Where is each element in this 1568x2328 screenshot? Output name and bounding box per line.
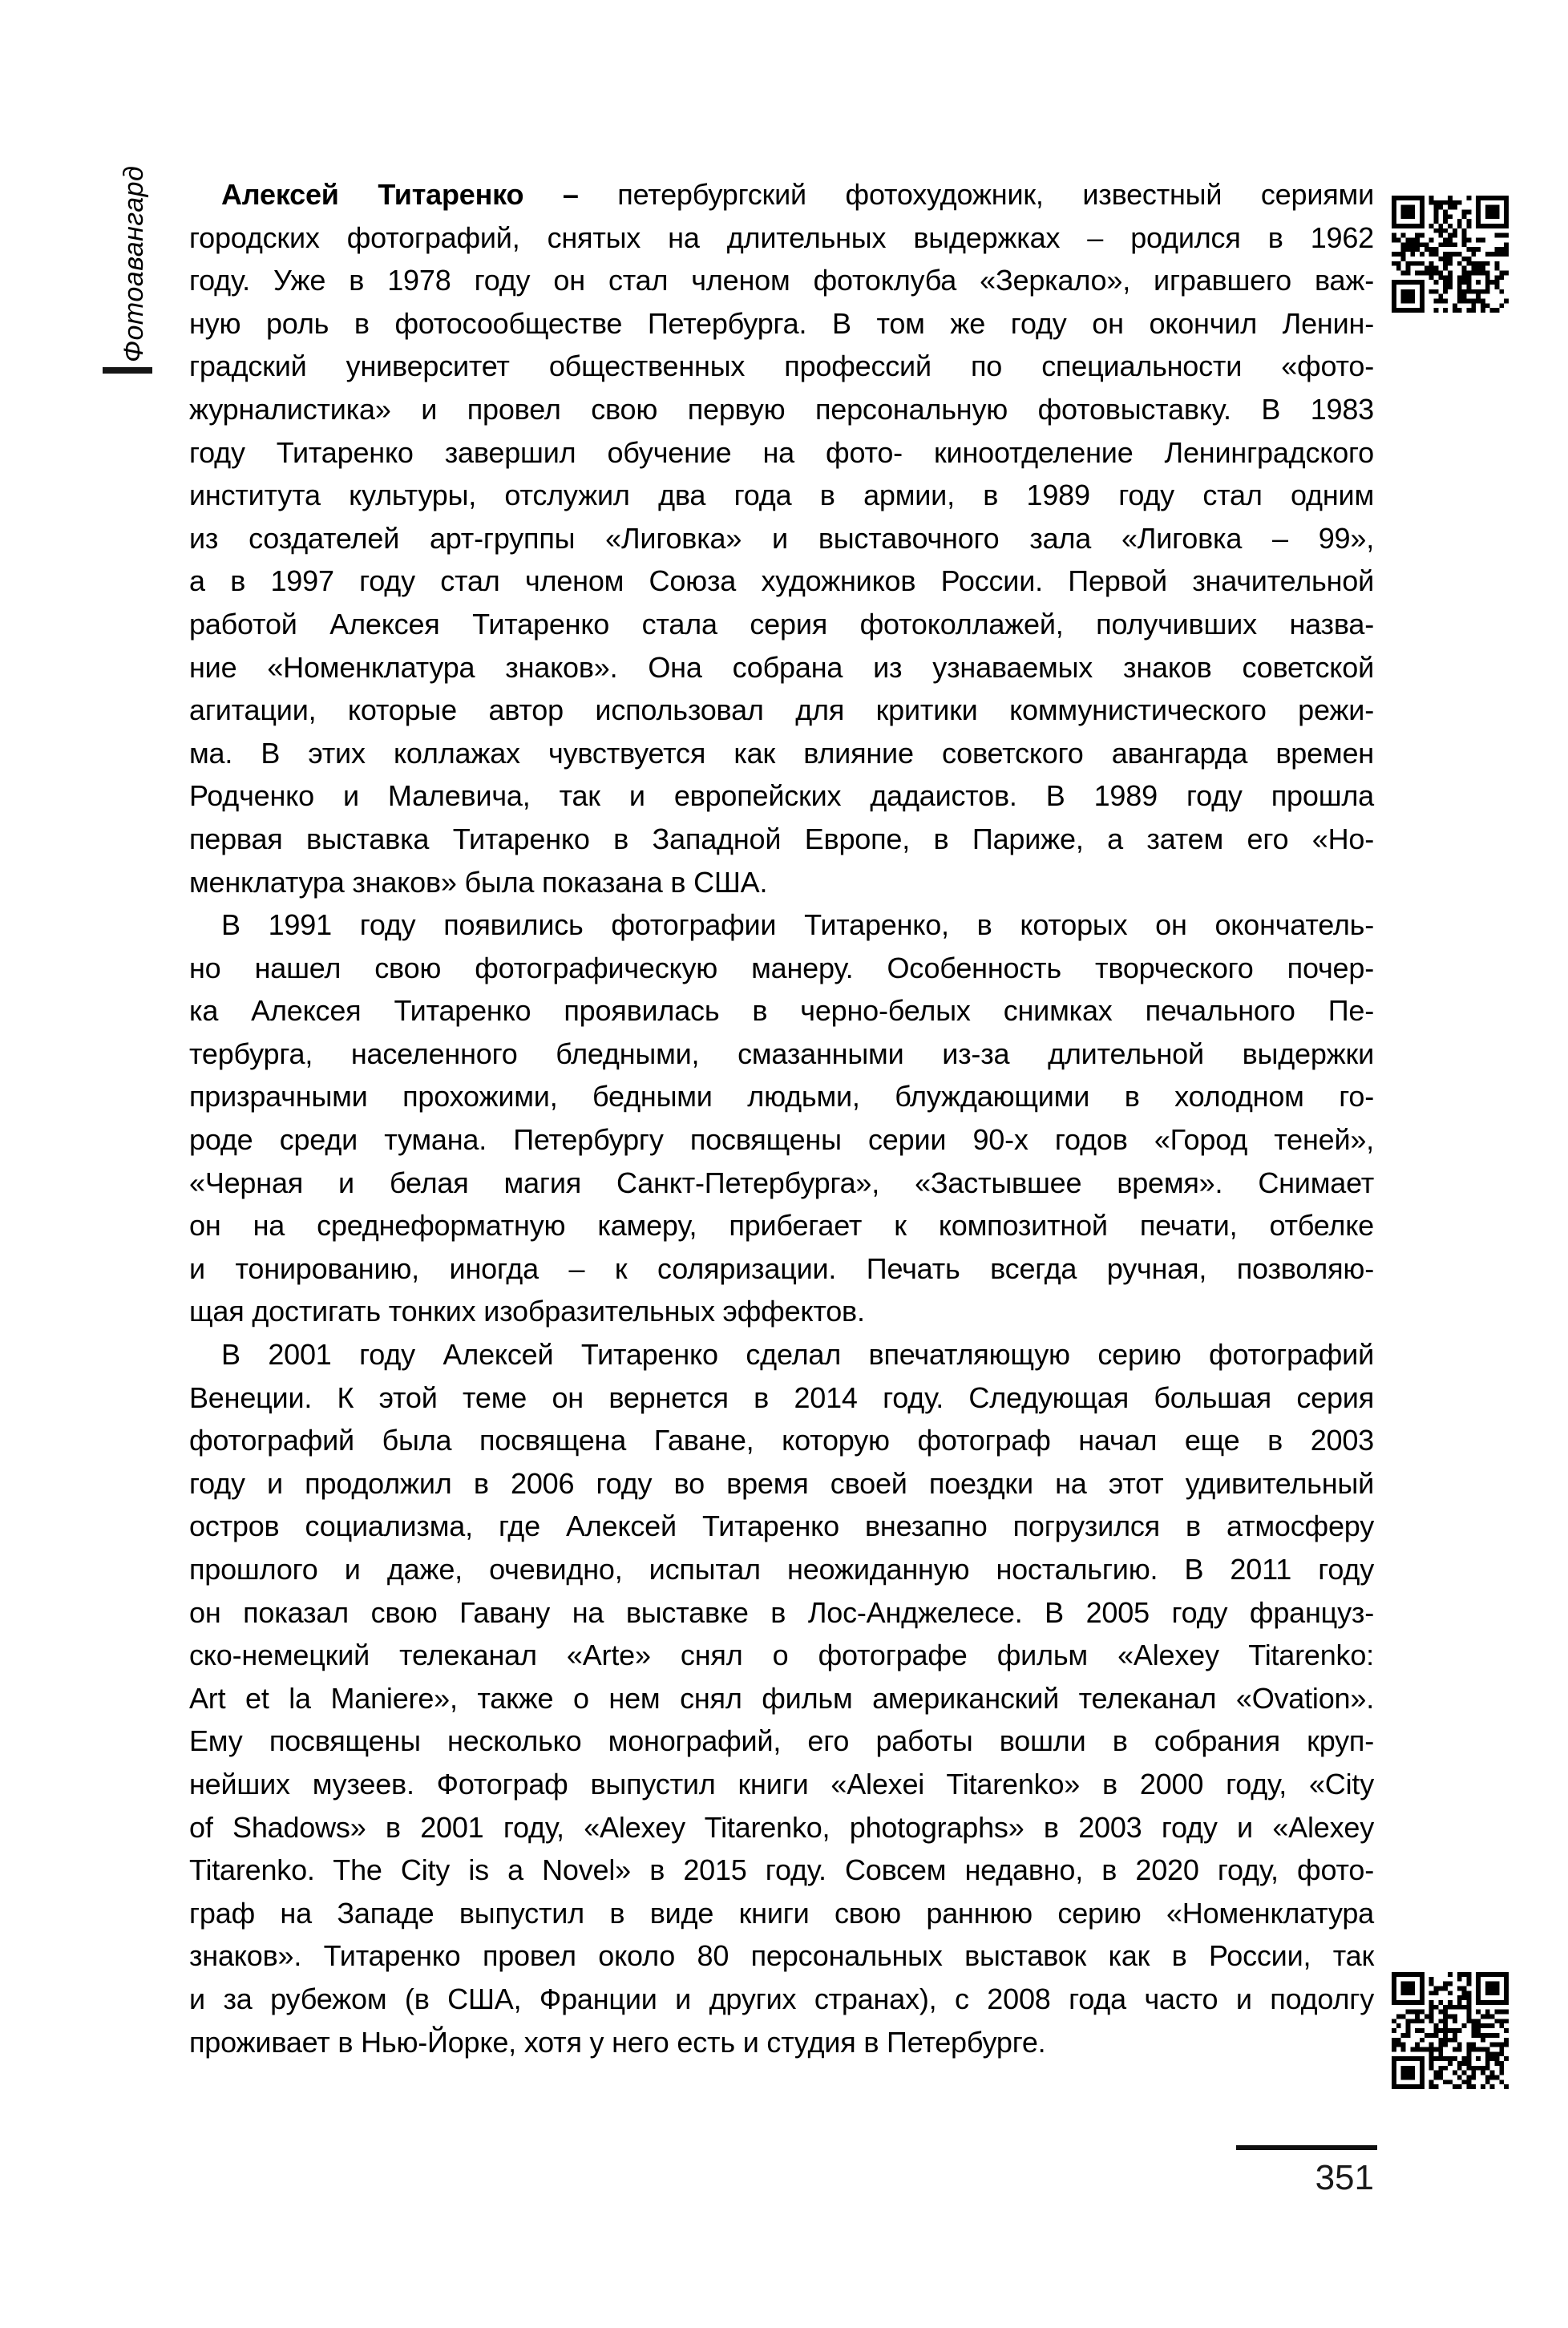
text-line: году. Уже в 1978 году он стал членом фотоклуба «Зеркало», игравшего важ- [189, 264, 1374, 297]
text-line: Ему посвящены несколько монографий, его работы вошли в собрания круп- [189, 1724, 1374, 1758]
paragraph [189, 1333, 1374, 2063]
text-line: Родченко и Малевича, так и европейских дадаистов. В 1989 году прошла [189, 779, 1374, 813]
text-line: ско-немецкий телеканал «Arte» снял о фотографе фильм «Alexey Titarenko: [189, 1639, 1374, 1672]
text-line: В 1991 году появились фотографии Титаренко, в которых он окончатель- [221, 908, 1374, 942]
text-line: журналистика» и провел свою первую персональную фотовыставку. В 1983 [189, 392, 1374, 426]
article-subject-name: Алексей Титаренко – [221, 178, 579, 211]
text-line: В 2001 году Алексей Титаренко сделал впечатляющую серию фотографий [221, 1338, 1374, 1372]
text-line: знаков». Титаренко провел около 80 персональных выставок как в России, так [189, 1939, 1374, 1973]
text-line: граф на Западе выпустил в виде книги свою раннюю серию «Номенклатура [189, 1896, 1374, 1930]
text-line: ка Алексея Титаренко проявилась в черно-белых снимках печального Пе- [189, 994, 1374, 1028]
text-line: но нашел свою фотографическую манеру. Особенность творческого почер- [189, 951, 1374, 984]
text-line: он показал свою Гавану на выставке в Лос-Анджелесе. В 2005 году француз- [189, 1595, 1374, 1629]
text-line: ма. В этих коллажах чувствуется как влияние советского авангарда времен [189, 736, 1374, 770]
text-line: из создателей арт-группы «Лиговка» и выставочного зала «Лиговка – 99», [189, 521, 1374, 555]
section-divider [103, 367, 152, 374]
text-line: ную роль в фотосообществе Петербурга. В том же году он окончил Ленин- [189, 306, 1374, 340]
footer-rule [1236, 2145, 1377, 2150]
text-line: и тонированию, иногда – к соляризации. Печать всегда ручная, позволяю- [189, 1251, 1374, 1285]
text-line: году Титаренко завершил обучение на фото- киноотделение Ленинградского [189, 435, 1374, 469]
text-line: градский университет общественных профессий по специальности «фото- [189, 350, 1374, 383]
qr-code-icon [1392, 196, 1509, 313]
text-line: института культуры, отслужил два года в армии, в 1989 году стал одним [189, 479, 1374, 512]
text-line: тербурга, населенного бледными, смазанными из-за длительной выдержки [189, 1037, 1374, 1070]
text-line: фотографий была посвящена Гаване, которую фотограф начал еще в 2003 [189, 1424, 1374, 1457]
text-line: of Shadows» в 2001 году, «Alexey Titarenko, photographs» в 2003 году и «Alexey [189, 1810, 1374, 1844]
text-line: и за рубежом (в США, Франции и других странах), с 2008 года часто и подолгу [189, 1982, 1374, 2015]
text-line: менклатура знаков» была показана в США. [189, 865, 768, 899]
text-line: году и продолжил в 2006 году во время своей поездки на этот удивительный [189, 1466, 1374, 1500]
text-line: призрачными прохожими, бедными людьми, блуждающими в холодном го- [189, 1080, 1374, 1113]
text-line: «Черная и белая магия Санкт-Петербурга», «Застывшее время». Снимает [189, 1166, 1374, 1199]
text-line: первая выставка Титаренко в Западной Европе, в Париже, а затем его «Но- [189, 822, 1374, 855]
section-label: Фотоавангард [119, 165, 149, 362]
text-line: прошлого и даже, очевидно, испытал неожиданную ностальгию. В 2011 году [189, 1553, 1374, 1586]
qr-code-icon [1392, 1972, 1509, 2089]
text-line: городских фотографий, снятых на длительных выдержках – родился в 1962 [189, 220, 1374, 254]
text-line: Art et la Maniere», также о нем снял фильм американский телеканал «Ovation». [189, 1681, 1374, 1715]
text-line: работой Алексея Титаренко стала серия фотоколлажей, получивших назва- [189, 607, 1374, 641]
text-line: ние «Номенклатура знаков». Она собрана из узнаваемых знаков советской [189, 650, 1374, 684]
article-text [189, 173, 1374, 2063]
text-line: а в 1997 году стал членом Союза художников России. Первой значительной [189, 564, 1374, 598]
paragraph [189, 903, 1374, 1333]
text-line: щая достигать тонких изобразительных эффектов. [189, 1295, 865, 1328]
paragraph [189, 173, 1374, 903]
text-line: остров социализма, где Алексей Титаренко внезапно погрузился в атмосферу [189, 1510, 1374, 1543]
text-line: роде среди тумана. Петербургу посвящены серии 90-х годов «Город теней», [189, 1123, 1374, 1157]
text-line: агитации, которые автор использовал для критики коммунистического режи- [189, 693, 1374, 727]
text-line: Titarenko. The City is a Novel» в 2015 году. Совсем недавно, в 2020 году, фото- [189, 1853, 1374, 1887]
text-line: Алексей Титаренко – петербургский фотохудожник, известный сериями [221, 178, 1374, 211]
text-line: Венеции. К этой теме он вернется в 2014 году. Следующая большая серия [189, 1380, 1374, 1414]
text-line: проживает в Нью-Йорке, хотя у него есть и студия в Петербурге. [189, 2025, 1046, 2059]
text-line: он на среднеформатную камеру, прибегает к композитной печати, отбелке [189, 1209, 1374, 1243]
text-line: нейших музеев. Фотограф выпустил книги «Alexei Titarenko» в 2000 году, «City [189, 1767, 1374, 1801]
page-number: 351 [1315, 2158, 1374, 2197]
